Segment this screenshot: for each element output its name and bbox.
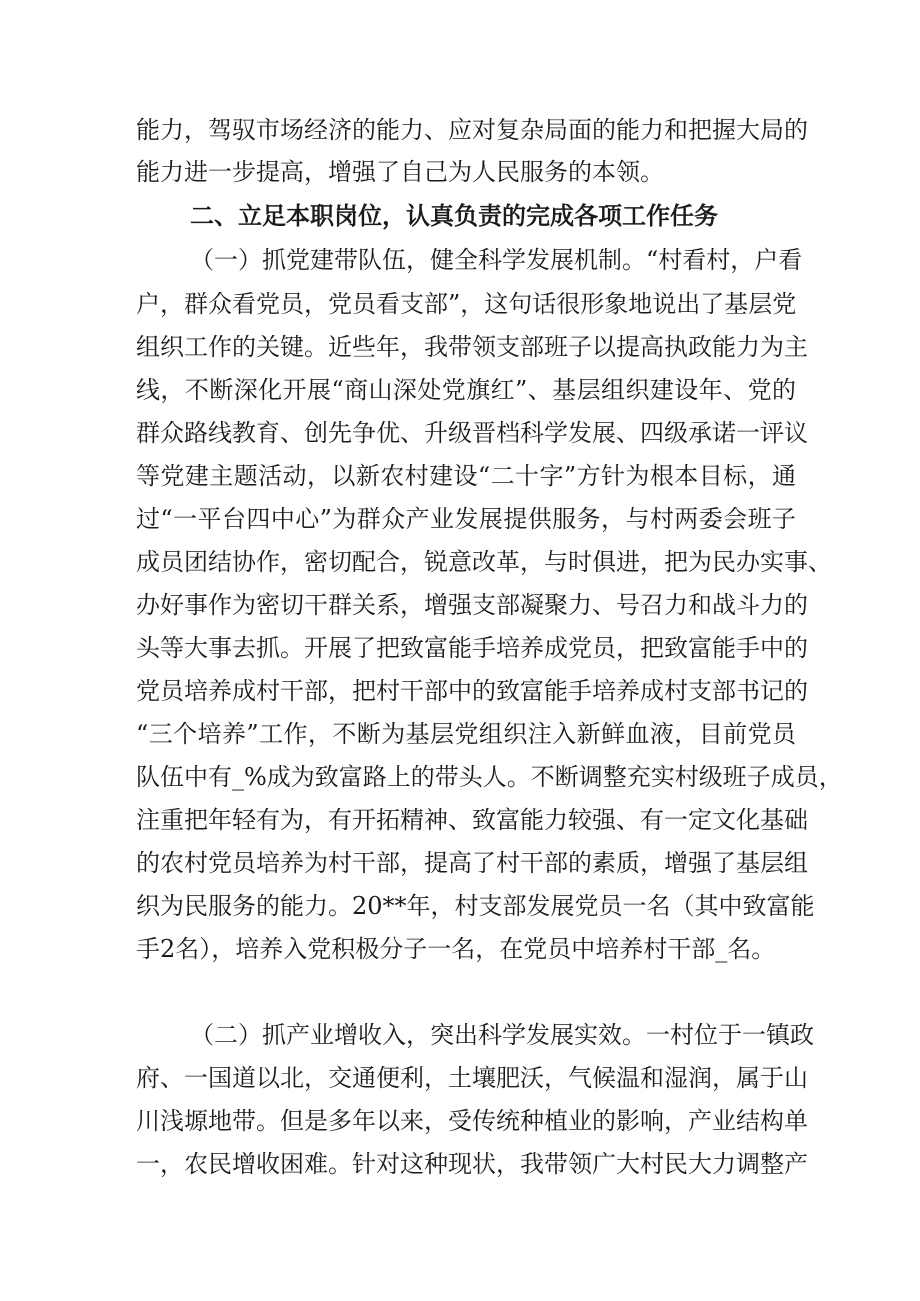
body-text-line: 能力进一步提高，增强了自己为人民服务的本领。 bbox=[136, 158, 664, 186]
body-text-line: “三个培养”工作，不断为基层党组织注入新鲜血液，目前党员 bbox=[136, 720, 796, 748]
body-text-line: 组织工作的关键。近些年，我带领支部班子以提高执政能力为主 bbox=[136, 333, 808, 361]
body-text-line: 的农村党员培养为村干部，提高了村干部的素质，增强了基层组 bbox=[136, 849, 808, 877]
paragraph-first-line: （二）抓产业增收入，突出科学发展实效。一村位于一镇政 bbox=[190, 1021, 814, 1049]
body-text-line: 过“一平台四中心”为群众产业发展提供服务，与村两委会班子 bbox=[136, 505, 796, 533]
body-text-line: 队伍中有_%成为致富路上的带头人。不断调整充实村级班子成员， bbox=[136, 763, 843, 791]
body-text-line: 党员培养成村干部，把村干部中的致富能手培养成村支部书记的 bbox=[136, 677, 808, 705]
body-text-line: 府、一国道以北，交通便利，土壤肥沃，气候温和湿润，属于山 bbox=[136, 1064, 808, 1092]
body-text-line: 川浅塬地带。但是多年以来，受传统种植业的影响，产业结构单 bbox=[136, 1107, 808, 1135]
body-text-line: 手2名），培养入党积极分子一名，在党员中培养村干部_名。 bbox=[136, 935, 776, 963]
body-text-line: 一，农民增收困难。针对这种现状，我带领广大村民大力调整产 bbox=[136, 1150, 808, 1178]
body-text-line: 群众路线教育、创先争优、升级晋档科学发展、四级承诺一评议 bbox=[136, 419, 808, 447]
body-text-line: 户，群众看党员，党员看支部”，这句话很形象地说出了基层党 bbox=[136, 290, 797, 318]
body-text-line: 能力，驾驭市场经济的能力、应对复杂局面的能力和把握大局的 bbox=[136, 116, 808, 144]
body-text-line: 办好事作为密切干群关系，增强支部凝聚力、号召力和战斗力的 bbox=[136, 591, 808, 619]
body-text-line: 等党建主题活动，以新农村建设“二十字”方针为根本目标，通 bbox=[136, 462, 796, 490]
body-text-line: 成员团结协作，密切配合，锐意改革，与时俱进，把为民办实事、 bbox=[136, 548, 832, 576]
body-text-line: 注重把年轻有为，有开拓精神、致富能力较强、有一定文化基础 bbox=[136, 806, 808, 834]
section-heading: 二、立足本职岗位，认真负责的完成各项工作任务 bbox=[190, 202, 718, 230]
body-text-line: 头等大事去抓。开展了把致富能手培养成党员，把致富能手中的 bbox=[136, 634, 808, 662]
paragraph-first-line: （一）抓党建带队伍，健全科学发展机制。“村看村，户看 bbox=[190, 246, 803, 274]
body-text-line: 线，不断深化开展“商山深处党旗红”、基层组织建设年、党的 bbox=[136, 376, 796, 404]
body-text-line: 织为民服务的能力。20**年，村支部发展党员一名（其中致富能 bbox=[136, 892, 815, 920]
